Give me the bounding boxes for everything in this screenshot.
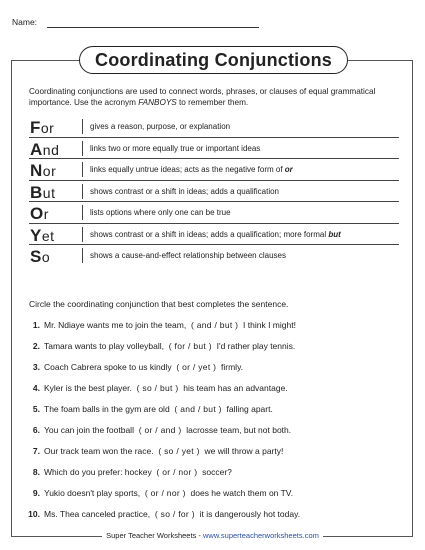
row-divider (82, 227, 83, 242)
answer-choices[interactable]: ( so / for ) (154, 509, 195, 519)
question-number: 4. (32, 383, 40, 393)
fanboys-row (29, 138, 399, 160)
conjunction-rest: ut (42, 184, 56, 201)
intro-text-start: Coordinating conjunctions are used to connect words, phrases, or clauses of equal grammatical importance. Use the acronym (29, 87, 376, 107)
definition-text: shows contrast or a shift in ideas; adds a qualification (90, 186, 279, 196)
question-item (26, 404, 406, 425)
answer-choices[interactable]: ( and / but ) (190, 320, 239, 330)
question-text-after: I think I might! (243, 320, 296, 330)
fanboys-row (29, 245, 399, 266)
question-text-before: Coach Cabrera spoke to us kindly (44, 362, 172, 372)
definition-text: gives a reason, purpose, or explanation (90, 122, 231, 131)
question-number: 5. (32, 404, 40, 414)
question-item (26, 488, 406, 509)
question-item (26, 341, 406, 362)
definition-text: lists options where only one can be true (90, 208, 231, 217)
conjunction-rest: o (41, 249, 51, 265)
conjunction-word (30, 118, 78, 138)
fanboys-table (29, 116, 399, 266)
conjunction-definition (90, 230, 341, 239)
conjunction-definition (90, 187, 279, 196)
conjunction-definition (90, 122, 230, 131)
conjunction-definition (90, 208, 231, 217)
question-text-after: I'd rather play tennis. (216, 341, 296, 351)
question-number: 3. (32, 362, 40, 372)
answer-choices[interactable]: ( and / but ) (174, 404, 222, 414)
conjunction-initial: N (30, 161, 43, 180)
instructions: Circle the coordinating conjunction that best completes the sentence. (29, 299, 289, 309)
row-divider (82, 248, 83, 263)
row-divider (82, 141, 83, 156)
answer-choices[interactable]: ( or / nor ) (144, 488, 186, 498)
answer-choices[interactable]: ( so / yet ) (158, 446, 200, 456)
conjunction-word (30, 140, 78, 160)
conjunction-initial: A (30, 139, 43, 159)
conjunction-rest: nd (42, 141, 60, 158)
definition-emphasis: or (284, 165, 293, 174)
conjunction-definition (90, 165, 293, 174)
conjunction-initial: F (30, 118, 41, 137)
question-text-before: Our track team won the race. (44, 446, 154, 456)
question-list (26, 320, 406, 530)
definition-text: links equally untrue ideas; acts as the negative form of (90, 165, 285, 174)
conjunction-initial: B (30, 182, 43, 202)
conjunction-initial: O (30, 204, 44, 223)
question-number: 9. (32, 488, 40, 498)
intro-acronym: FANBOYS (138, 98, 177, 107)
fanboys-row (29, 159, 399, 181)
footer-inner (102, 531, 323, 540)
conjunction-rest: r (43, 206, 49, 222)
question-number: 1. (32, 320, 40, 330)
footer (0, 531, 425, 540)
conjunction-initial: S (30, 247, 42, 266)
row-divider (82, 184, 83, 199)
question-text-before: You can join the football (44, 425, 134, 435)
name-line[interactable] (47, 27, 259, 28)
question-text-after: soccer? (202, 467, 232, 477)
question-text-before: Mr. Ndiaye wants me to join the team, (44, 320, 187, 330)
row-divider (82, 162, 83, 177)
fanboys-row (29, 224, 399, 246)
conjunction-word (30, 183, 78, 203)
definition-emphasis: but (328, 229, 341, 239)
row-divider (82, 119, 83, 134)
row-divider (82, 205, 83, 220)
conjunction-rest: or (40, 120, 55, 136)
intro-text-end: to remember them. (176, 98, 249, 107)
question-item (26, 446, 406, 467)
conjunction-definition (90, 144, 260, 153)
conjunction-word (30, 161, 78, 181)
question-text-before: Ms. Thea canceled practice, (44, 509, 151, 519)
fanboys-row (29, 116, 399, 138)
conjunction-word (30, 204, 78, 224)
fanboys-row (29, 202, 399, 224)
question-text-after: firmly. (221, 362, 244, 372)
intro-paragraph (29, 86, 399, 108)
conjunction-rest: et (41, 227, 55, 244)
question-text-after: lacrosse team, but not both. (186, 425, 292, 435)
definition-text: shows a cause-and-effect relationship between clauses (90, 251, 286, 260)
question-item (26, 320, 406, 341)
question-item (26, 509, 406, 530)
question-item (26, 425, 406, 446)
question-number: 6. (32, 425, 40, 435)
page-title: Coordinating Conjunctions (79, 46, 348, 74)
question-text-before: Tamara wants to play volleyball, (44, 341, 165, 351)
question-text-after: his team has an advantage. (183, 383, 288, 393)
question-number: 2. (32, 341, 40, 351)
definition-text: links two or more equally true or important ideas (90, 143, 261, 153)
question-item (26, 383, 406, 404)
conjunction-initial: Y (30, 225, 42, 245)
answer-choices[interactable]: ( or / nor ) (156, 467, 198, 477)
question-text-before: Kyler is the best player. (44, 383, 132, 393)
question-number: 10. (28, 509, 40, 519)
answer-choices[interactable]: ( or / and ) (138, 425, 182, 435)
conjunction-definition (90, 251, 286, 260)
conjunction-word (30, 226, 78, 246)
answer-choices[interactable]: ( or / yet ) (176, 362, 217, 372)
question-text-after: falling apart. (226, 404, 273, 414)
question-number: 8. (32, 467, 40, 477)
conjunction-word (30, 247, 78, 267)
footer-text: Super Teacher Worksheets - (106, 531, 203, 540)
conjunction-rest: or (42, 163, 57, 179)
definition-text: shows contrast or a shift in ideas; adds a qualification; more formal (90, 229, 329, 239)
question-item (26, 362, 406, 383)
question-text-before: The foam balls in the gym are old (44, 404, 170, 414)
question-text-after: we will throw a party! (204, 446, 284, 456)
question-text-after: does he watch them on TV. (190, 488, 294, 498)
fanboys-row (29, 181, 399, 203)
footer-link[interactable]: www.superteacherworksheets.com (202, 531, 319, 540)
answer-choices[interactable]: ( so / but ) (136, 383, 179, 393)
question-text-before: Which do you prefer: hockey (44, 467, 152, 477)
question-text-before: Yukio doesn't play sports, (44, 488, 141, 498)
question-item (26, 467, 406, 488)
name-label: Name: (12, 17, 38, 27)
question-number: 7. (32, 446, 40, 456)
question-text-after: it is dangerously hot today. (199, 509, 301, 519)
answer-choices[interactable]: ( for / but ) (168, 341, 212, 351)
